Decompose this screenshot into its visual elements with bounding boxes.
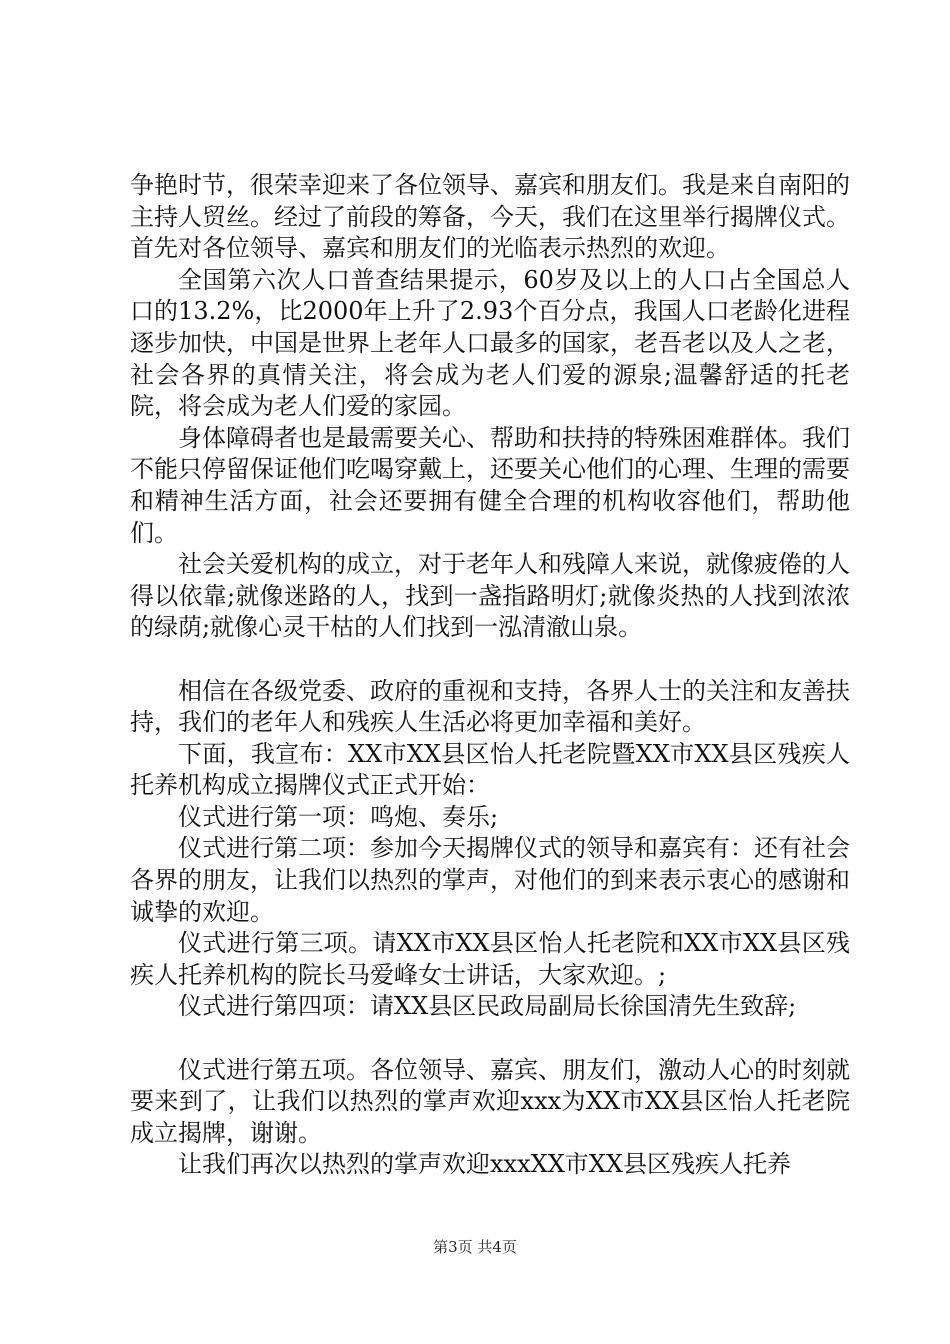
paragraph-7: 仪式进行第一项：鸣炮、奏乐;: [178, 802, 499, 831]
paragraph-12: 让我们再次以热烈的掌声欢迎xxxXX市XX县区残疾人托养: [178, 1150, 791, 1179]
paragraph-2: 全国第六次人口普查结果提示，60岁及以上的人口占全国总人口的13.2%，比2000年上升了2.93个百分点，我国人口老龄化进程逐步加快，中国是世界上老年人口最多的国家，老吾老以及人之老，社会各界的真情关注，将会成为老人们爱的源泉;温馨舒适的托老院，将会成为老人们爱的家园。: [130, 265, 850, 421]
paragraph-10: 仪式进行第四项：请XX县区民政局副局长徐国清先生致辞;: [178, 992, 797, 1021]
document-body: [130, 170, 850, 1181]
paragraph-11: 仪式进行第五项。各位领导、嘉宾、朋友们，激动人心的时刻就要来到了，让我们以热烈的掌声欢迎xxx为XX市XX县区怡人托老院成立揭牌，谢谢。: [130, 1055, 850, 1147]
page-footer: 第3页 共4页: [433, 1238, 517, 1256]
paragraph-4: 社会关爱机构的成立，对于老年人和残障人来说，就像疲倦的人得以依靠;就像迷路的人，找到一盏指路明灯;就像炎热的人找到浓浓的绿荫;就像心灵干枯的人们找到一泓清澈山泉。: [130, 550, 850, 642]
paragraph-9: 仪式进行第三项。请XX市XX县区怡人托老院和XX市XX县区残疾人托养机构的院长马爱峰女士讲话，大家欢迎。;: [130, 929, 850, 989]
paragraph-3: 身体障碍者也是最需要关心、帮助和扶持的特殊困难群体。我们不能只停留保证他们吃喝穿戴上，还要关心他们的心理、生理的需要和精神生活方面，社会还要拥有健全合理的机构收容他们，帮助他们。: [130, 423, 850, 547]
paragraph-6: 下面，我宣布：XX市XX县区怡人托老院暨XX市XX县区残疾人托养机构成立揭牌仪式正式开始：: [130, 739, 850, 800]
paragraph-8: 仪式进行第二项：参加今天揭牌仪式的领导和嘉宾有：还有社会各界的朋友，让我们以热烈的掌声，对他们的到来表示衷心的感谢和诚挚的欢迎。: [130, 834, 850, 926]
paragraph-5: 相信在各级党委、政府的重视和支持，各界人士的关注和友善扶持，我们的老年人和残疾人生活必将更加幸福和美好。: [130, 676, 850, 737]
paragraph-1: 争艳时节，很荣幸迎来了各位领导、嘉宾和朋友们。我是来自南阳的主持人贸丝。经过了前段的筹备，今天，我们在这里举行揭牌仪式。首先对各位领导、嘉宾和朋友们的光临表示热烈的欢迎。: [130, 171, 850, 263]
